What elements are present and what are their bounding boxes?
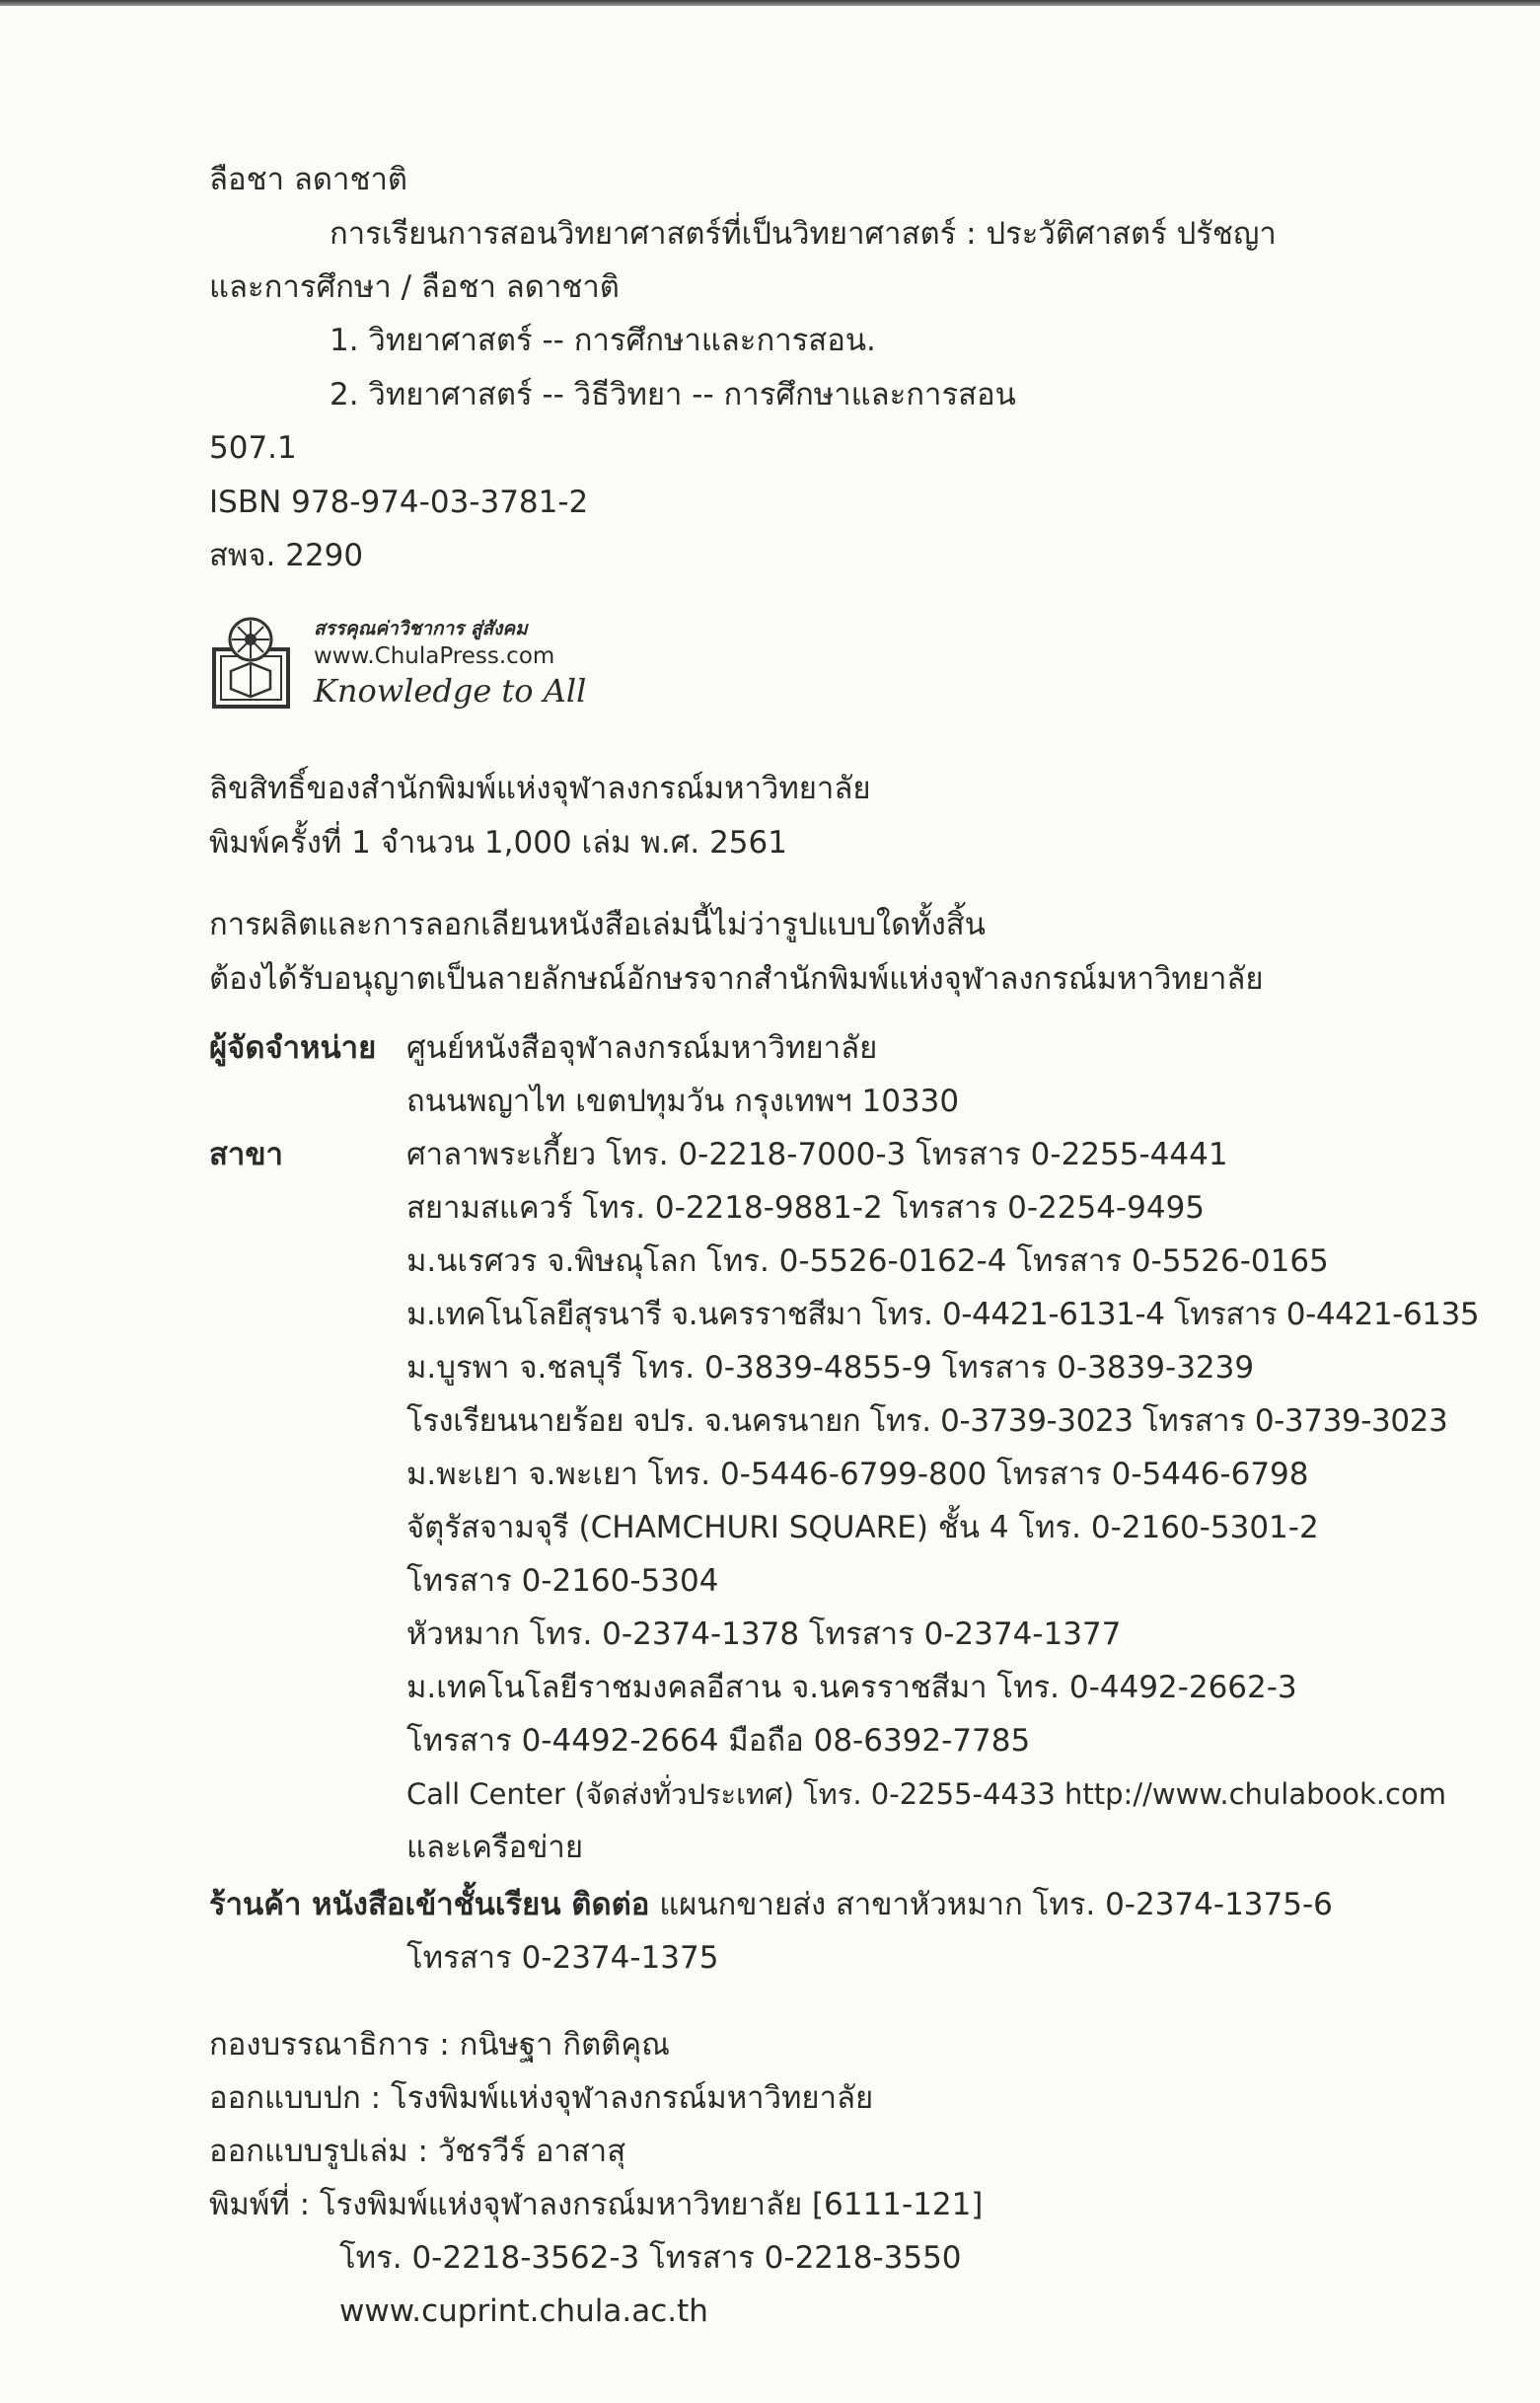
catalog-classification: 507.1 — [209, 430, 297, 466]
chula-press-logo-icon — [209, 612, 293, 713]
wholesale-fax: โทรสาร 0-2374-1375 — [406, 1940, 719, 1976]
branch-line: สยามสแควร์ โทร. 0-2218-9881-2 โทรสาร 0-2254-9495 — [406, 1190, 1206, 1226]
notice-line1: การผลิตและการลอกเลียนหนังสือเล่มนี้ไม่ว่ารูปแบบใดทั้งสิ้น — [209, 907, 986, 942]
branch-line: และเครือข่าย — [406, 1830, 583, 1865]
catalog-title-line1: การเรียนการสอนวิทยาศาสตร์ที่เป็นวิทยาศาสตร์ : ประวัติศาสตร์ ปรัชญา — [330, 216, 1277, 252]
branch-line: หัวหมาก โทร. 0-2374-1378 โทรสาร 0-2374-1377 — [406, 1616, 1122, 1652]
catalog-author: ลือชา ลดาชาติ — [209, 162, 408, 197]
copyright-line2: พิมพ์ครั้งที่ 1 จำนวน 1,000 เล่ม พ.ศ. 2561 — [209, 825, 787, 861]
logo-tagline: Knowledge to All — [314, 672, 587, 710]
branch-line: ม.เทคโนโลยีราชมงคลอีสาน จ.นครราชสีมา โทร. 0-4492-2662-3 — [406, 1670, 1297, 1705]
branch-line: ม.นเรศวร จ.พิษณุโลก โทร. 0-5526-0162-4 โทรสาร 0-5526-0165 — [406, 1243, 1329, 1279]
branch-line: โทรสาร 0-4492-2664 มือถือ 08-6392-7785 — [406, 1723, 1031, 1759]
branch-line: ม.พะเยา จ.พะเยา โทร. 0-5446-6799-800 โทรสาร 0-5446-6798 — [406, 1457, 1309, 1492]
notice-line2: ต้องได้รับอนุญาตเป็นลายลักษณ์อักษรจากสำนักพิมพ์แห่งจุฬาลงกรณ์มหาวิทยาลัย — [209, 961, 1264, 997]
credit-printer-contact: โทร. 0-2218-3562-3 โทรสาร 0-2218-3550 — [339, 2240, 962, 2276]
branch-line: โรงเรียนนายร้อย จปร. จ.นครนายก โทร. 0-3739-3023 โทรสาร 0-3739-3023 — [406, 1403, 1448, 1439]
copyright-line1: ลิขสิทธิ์ของสำนักพิมพ์แห่งจุฬาลงกรณ์มหาวิทยาลัย — [209, 771, 871, 806]
catalog-publication-no: สพจ. 2290 — [209, 538, 364, 573]
wholesale-line — [209, 1885, 1333, 1924]
distributor-label: ผู้จัดจำหน่าย — [209, 1030, 377, 1066]
logo-website: www.ChulaPress.com — [314, 643, 555, 669]
branch-line: ศาลาพระเกี้ยว โทร. 0-2218-7000-3 โทรสาร 0-2255-4441 — [406, 1137, 1228, 1172]
distributor-name: ศูนย์หนังสือจุฬาลงกรณ์มหาวิทยาลัย — [406, 1030, 878, 1066]
logo-text-block — [314, 616, 586, 711]
logo-slogan: สรรคุณค่าวิชาการ สู่สังคม — [314, 618, 528, 639]
branch-line: Call Center (จัดส่งทั่วประเทศ) โทร. 0-2255-4433 http://www.chulabook.com — [406, 1777, 1446, 1811]
branch-line: จัตุรัสจามจุรี (CHAMCHURI SQUARE) ชั้น 4 โทร. 0-2160-5301-2 — [406, 1510, 1319, 1545]
branch-line: โทรสาร 0-2160-5304 — [406, 1563, 719, 1599]
branches-label: สาขา — [209, 1137, 283, 1172]
branch-line: ม.เทคโนโลยีสุรนารี จ.นครราชสีมา โทร. 0-4421-6131-4 โทรสาร 0-4421-6135 — [406, 1297, 1480, 1332]
credit-editorial: กองบรรณาธิการ : กนิษฐา กิตติคุณ — [209, 2027, 670, 2063]
catalog-subject-1: 1. วิทยาศาสตร์ -- การศึกษาและการสอน. — [330, 323, 876, 358]
credit-printer: พิมพ์ที่ : โรงพิมพ์แห่งจุฬาลงกรณ์มหาวิทยาลัย [6111-121] — [209, 2187, 984, 2222]
catalog-subject-2: 2. วิทยาศาสตร์ -- วิธีวิทยา -- การศึกษาและการสอน — [330, 377, 1016, 413]
credit-layout: ออกแบบรูปเล่ม : วัชรวีร์ อาสาสุ — [209, 2134, 626, 2169]
credit-printer-web: www.cuprint.chula.ac.th — [339, 2293, 708, 2329]
credit-cover: ออกแบบปก : โรงพิมพ์แห่งจุฬาลงกรณ์มหาวิทยาลัย — [209, 2080, 874, 2116]
catalog-title-line2: และการศึกษา / ลือชา ลดาชาติ — [209, 269, 620, 305]
distributor-address: ถนนพญาไท เขตปทุมวัน กรุงเทพฯ 10330 — [406, 1084, 960, 1119]
branch-line: ม.บูรพา จ.ชลบุรี โทร. 0-3839-4855-9 โทรสาร 0-3839-3239 — [406, 1350, 1255, 1386]
wholesale-text: แผนกขายส่ง สาขาหัวหมาก โทร. 0-2374-1375-6 — [659, 1887, 1333, 1922]
catalog-isbn: ISBN 978-974-03-3781-2 — [209, 485, 589, 520]
wholesale-label: ร้านค้า หนังสือเข้าชั้นเรียน ติดต่อ — [209, 1887, 650, 1922]
page-top-edge — [0, 0, 1540, 6]
